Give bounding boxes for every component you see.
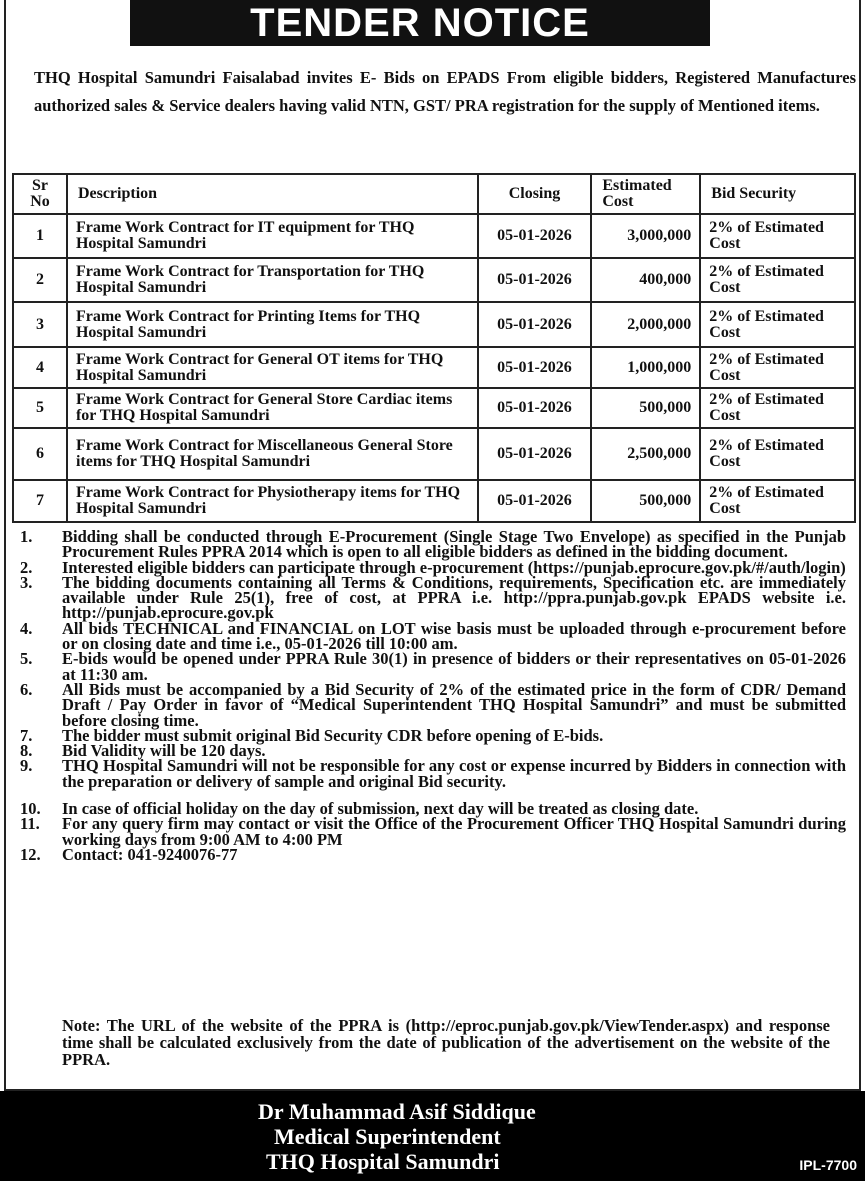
terms-list	[20, 529, 846, 862]
cell-cost: 2,000,000	[591, 302, 700, 347]
list-text: THQ Hospital Samundri will not be responsible for any cost or expense incurred by Bidders in connection with the preparation or delivery of sample and original Bid security.	[62, 756, 846, 791]
list-item	[20, 572, 846, 623]
header-security: Bid Security	[700, 174, 855, 214]
list-text: Interested eligible bidders can participate through e-procurement (https://punjab.eprocure.gov.pk/#/auth/login)	[62, 557, 846, 577]
tender-table	[12, 173, 856, 523]
cell-description: Frame Work Contract for Printing Items for THQ Hospital Samundri	[67, 302, 478, 347]
list-item	[20, 679, 846, 730]
list-text: The bidder must submit original Bid Security CDR before opening of E-bids.	[62, 725, 604, 745]
cell-sr: 7	[13, 480, 67, 522]
list-number: 2.	[20, 557, 33, 577]
cell-sr: 5	[13, 388, 67, 428]
list-number: 9.	[20, 756, 33, 776]
cell-sr: 3	[13, 302, 67, 347]
header-closing: Closing	[478, 174, 592, 214]
cell-cost: 3,000,000	[591, 214, 700, 258]
list-item	[20, 816, 846, 847]
list-text: All Bids must be accompanied by a Bid Security of 2% of the estimated price in the form of CDR/ Demand Draft / Pay Order in favor of “Medical Superintendent THQ Hospital Samundri” and must be submitted before closing time.	[62, 679, 846, 730]
table-row	[13, 388, 855, 428]
list-number: 12.	[20, 844, 41, 864]
list-text: E-bids would be opened under PPRA Rule 30(1) in presence of bidders or their representatives on 05-01-2026 at 11:30 am.	[62, 649, 846, 684]
cell-description: Frame Work Contract for Physiotherapy items for THQ Hospital Samundri	[67, 480, 478, 522]
signatory-name: Dr Muhammad Asif Siddique	[258, 1099, 536, 1124]
list-text: Bid Validity will be 120 days.	[62, 741, 266, 761]
table-row	[13, 347, 855, 388]
cell-security: 2% of Estimated Cost	[700, 388, 855, 428]
cell-sr: 6	[13, 428, 67, 480]
cell-sr: 2	[13, 258, 67, 302]
list-number: 1.	[20, 527, 33, 546]
list-item	[20, 651, 846, 682]
cell-closing: 05-01-2026	[478, 302, 592, 347]
list-item	[20, 618, 846, 654]
cell-cost: 2,500,000	[591, 428, 700, 480]
cell-description: Frame Work Contract for Transportation for THQ Hospital Samundri	[67, 258, 478, 302]
list-text: The bidding documents containing all Terms & Conditions, requirements, Specification etc. are immediately available under Rule 25(1), free of cost, at PPRA i.e. http://ppra.punjab.gov.pk EPADS website i.e. http://punjab.eprocure.gov.pk	[62, 572, 846, 623]
cell-cost: 500,000	[591, 480, 700, 522]
list-text: Contact: 041-9240076-77	[62, 844, 238, 864]
cell-description: Frame Work Contract for General OT items for THQ Hospital Samundri	[67, 347, 478, 388]
cell-description: Frame Work Contract for General Store Cardiac items for THQ Hospital Samundri	[67, 388, 478, 428]
cell-closing: 05-01-2026	[478, 258, 592, 302]
reference-number: IPL-7700	[799, 1157, 857, 1173]
cell-sr: 1	[13, 214, 67, 258]
cell-closing: 05-01-2026	[478, 480, 592, 522]
intro-paragraph: THQ Hospital Samundri Faisalabad invites E- Bids on EPADS From eligible bidders, Registered Manufactures authorized sales & Service dealers having valid NTN, GST/ PRA registration for the supply of Mentioned items.	[34, 68, 856, 115]
list-text: All bids TECHNICAL and FINANCIAL on LOT wise basis must be uploaded through e-procurement before or on closing date and time i.e., 05-01-2026 till 10:00 am.	[62, 618, 846, 654]
header-description: Description	[67, 174, 478, 214]
cell-security: 2% of Estimated Cost	[700, 480, 855, 522]
cell-closing: 05-01-2026	[478, 428, 592, 480]
page-title: TENDER NOTICE	[130, 0, 710, 46]
cell-cost: 500,000	[591, 388, 700, 428]
list-number: 5.	[20, 649, 33, 669]
note-paragraph: Note: The URL of the website of the PPRA is (http://eproc.punjab.gov.pk/ViewTender.aspx) and response time shall be calculated exclusively from the date of publication of the advertisement on the website of the PPRA.	[62, 1016, 830, 1069]
cell-security: 2% of Estimated Cost	[700, 347, 855, 388]
table-row	[13, 480, 855, 522]
list-item	[20, 758, 846, 789]
signatory-office: THQ Hospital Samundri	[266, 1149, 500, 1174]
list-number: 3.	[20, 572, 33, 592]
signatory-designation: Medical Superintendent	[274, 1124, 501, 1149]
table-row	[13, 214, 855, 258]
cell-description: Frame Work Contract for IT equipment for THQ Hospital Samundri	[67, 214, 478, 258]
cell-security: 2% of Estimated Cost	[700, 214, 855, 258]
list-number: 4.	[20, 618, 33, 638]
cell-closing: 05-01-2026	[478, 388, 592, 428]
cell-sr: 4	[13, 347, 67, 388]
table-row	[13, 302, 855, 347]
list-number: 10.	[20, 799, 41, 819]
list-text: For any query firm may contact or visit the Office of the Procurement Officer THQ Hospital Samundri during working days from 9:00 AM to 4:00 PM	[62, 814, 846, 849]
header-cost: Estimated Cost	[591, 174, 700, 214]
cell-cost: 1,000,000	[591, 347, 700, 388]
cell-security: 2% of Estimated Cost	[700, 258, 855, 302]
list-item	[20, 529, 846, 560]
signature-footer	[0, 1091, 865, 1181]
list-text: In case of official holiday on the day of submission, next day will be treated as closing date.	[62, 799, 699, 819]
list-number: 11.	[20, 814, 40, 834]
list-number: 8.	[20, 741, 33, 761]
table-row	[13, 258, 855, 302]
header-sr: Sr No	[13, 174, 67, 214]
cell-description: Frame Work Contract for Miscellaneous General Store items for THQ Hospital Samundri	[67, 428, 478, 480]
cell-closing: 05-01-2026	[478, 214, 592, 258]
table-row	[13, 428, 855, 480]
list-text: Bidding shall be conducted through E-Procurement (Single Stage Two Envelope) as specified in the Punjab Procurement Rules PPRA 2014 which is open to all eligible bidders as defined in the bidding document.	[62, 527, 846, 562]
cell-closing: 05-01-2026	[478, 347, 592, 388]
list-number: 6.	[20, 679, 33, 699]
list-number: 7.	[20, 725, 33, 745]
cell-security: 2% of Estimated Cost	[700, 428, 855, 480]
list-item	[20, 844, 846, 864]
table-header-row	[13, 174, 855, 214]
cell-security: 2% of Estimated Cost	[700, 302, 855, 347]
cell-cost: 400,000	[591, 258, 700, 302]
